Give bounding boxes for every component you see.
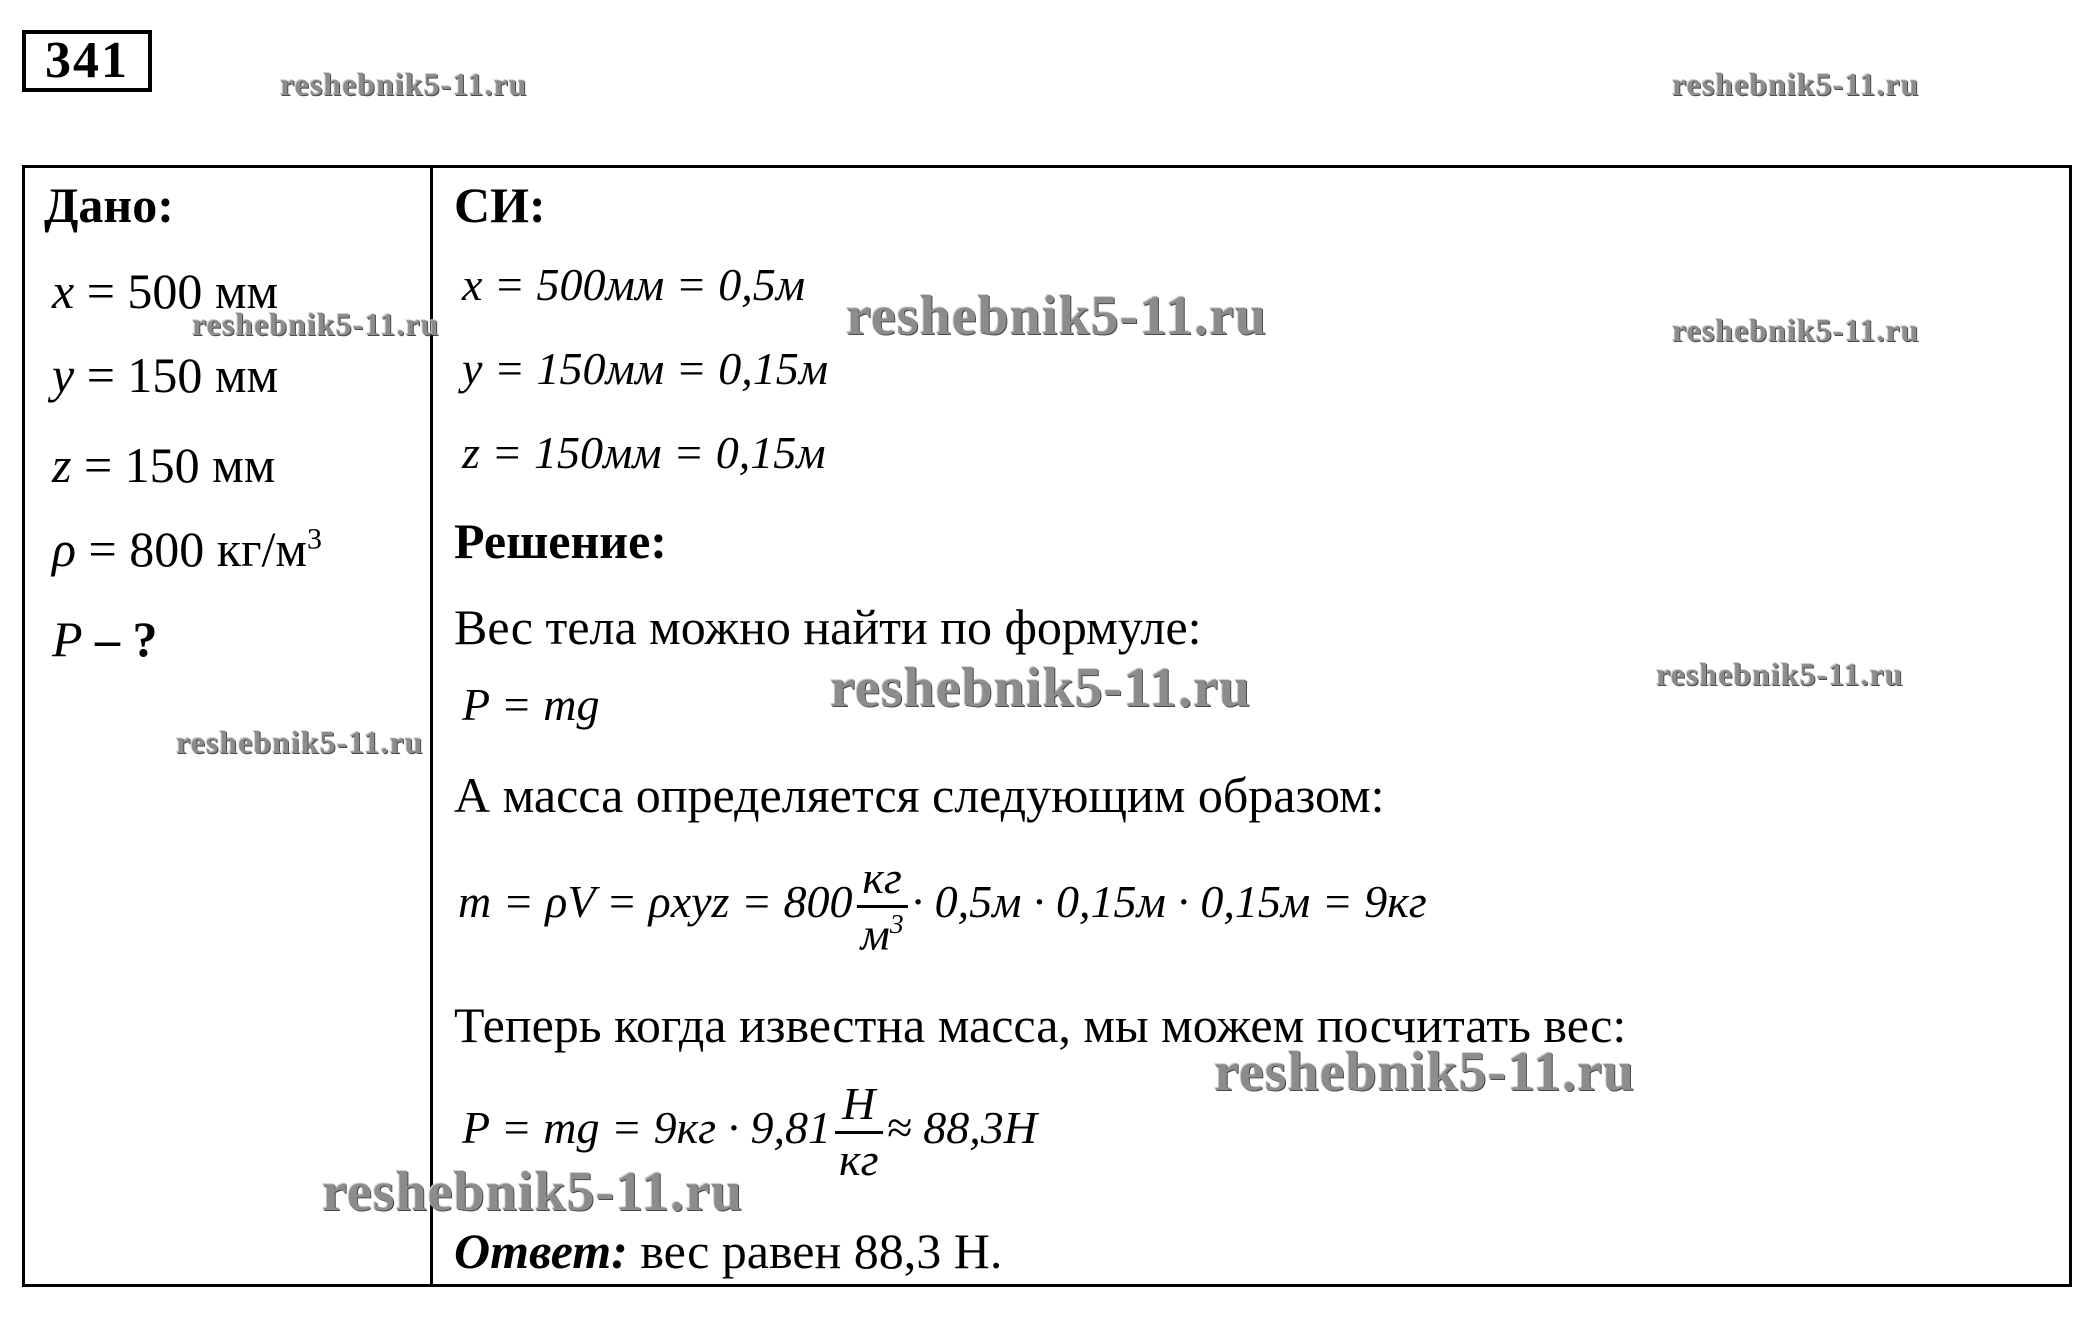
given-var: y [52,347,75,403]
si-line-x: x = 500мм = 0,5м [462,259,806,310]
given-z [52,436,275,494]
fraction-denominator: кг [839,1133,879,1185]
given-unit-exponent: 3 [307,522,323,556]
answer [454,1222,1002,1280]
given-var: ρ [52,521,76,577]
fraction-numerator: кг [857,852,908,908]
given-var: P [52,611,83,667]
given-value: = 150 мм [83,437,276,493]
solution-text-1: Вес тела можно найти по формуле: [454,599,1202,655]
watermark: reshebnik5-11.ru [1214,1041,1636,1103]
given-value: – ? [95,611,158,667]
solution-header: Решение: [454,513,667,569]
given-y [52,346,278,404]
given-header: Дано: [44,177,174,233]
watermark: reshebnik5-11.ru [322,1161,744,1223]
formula-mass-fraction [857,852,908,961]
solution-text-2: А масса определяется следующим образом: [454,767,1385,823]
si-header: СИ: [454,177,546,233]
answer-text: вес равен 88,3 Н. [640,1223,1003,1279]
solution-text-3: Теперь когда известна масса, мы можем посчитать вес: [454,997,1627,1053]
watermark: reshebnik5-11.ru [1656,656,1904,692]
formula-mass [458,852,1427,961]
si-line-y: y = 150мм = 0,15м [462,343,829,394]
given-var: x [52,263,75,319]
given-value: = 150 мм [86,347,279,403]
watermark: reshebnik5-11.ru [846,285,1268,347]
formula-weight: P = mg [462,679,600,730]
watermark: reshebnik5-11.ru [1672,66,1920,102]
formula-weight-left: P = mg = 9кг · 9,81 [462,1101,832,1153]
fraction-denominator [857,908,908,961]
fraction-numerator: Н [835,1078,882,1134]
problem-number: 341 [22,30,152,92]
answer-label: Ответ: [454,1223,628,1279]
given-p [52,610,158,668]
given-rho [52,520,322,578]
watermark: reshebnik5-11.ru [1672,312,1920,348]
formula-mass-left: m = ρV = ρxyz = 800 [458,876,853,928]
si-line-z: z = 150мм = 0,15м [462,427,826,478]
watermark: reshebnik5-11.ru [830,657,1252,719]
watermark: reshebnik5-11.ru [280,66,528,102]
watermark: reshebnik5-11.ru [192,306,440,342]
fraction-denominator-exponent: 3 [889,907,904,939]
given-var: z [52,437,72,493]
formula-weight-right: ≈ 88,3Н [886,1101,1037,1153]
given-value: = 500 мм [86,263,279,319]
given-value: = 800 кг/м [88,521,308,577]
formula-mass-right: · 0,5м · 0,15м · 0,15м = 9кг [911,876,1427,928]
formula-weight-fraction [835,1078,882,1187]
fraction-denominator-unit: м [860,908,890,960]
watermark: reshebnik5-11.ru [176,724,424,760]
